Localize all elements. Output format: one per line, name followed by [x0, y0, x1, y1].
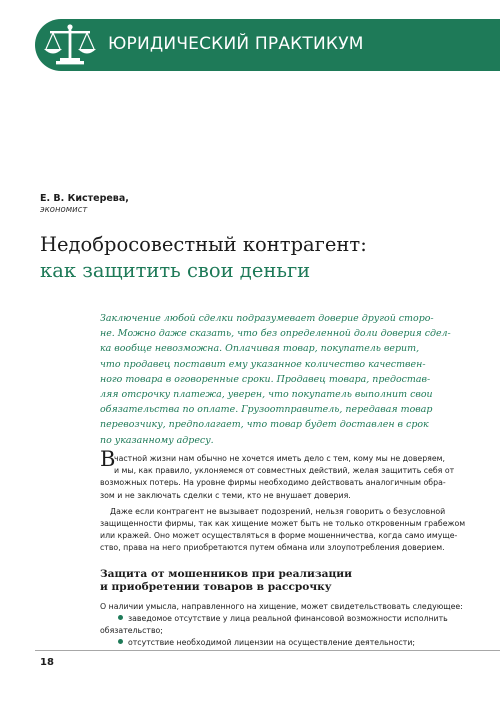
- lead-line: Заключение любой сделки подразумевает доверие другой сторо-: [100, 313, 434, 324]
- lead-line: по указанному адресу.: [100, 434, 214, 446]
- list-item-continuation: обязательство;: [100, 626, 163, 635]
- lead-line: ляя отсрочку платежа, уверен, что покупатель выполнит свои: [100, 389, 433, 401]
- list-intro: О наличии умысла, направленного на хищение, может свидетельствовать следующее:: [100, 602, 463, 611]
- lead-line: ного товара в оговоренные сроки. Продавец товара, предостав-: [100, 373, 431, 385]
- body-line: зом и не заключать сделки с теми, кто не внушает доверия.: [100, 490, 351, 500]
- body-line: частной жизни нам обычно не хочется иметь дело с тем, кому мы не доверяем,: [114, 454, 446, 463]
- page-number: 18: [40, 657, 54, 668]
- list-item-text: заведомое отсутствие у лица реальной финансовой возможности исполнить: [128, 614, 448, 623]
- section-heading-line: и приобретении товаров в рассрочку: [100, 581, 332, 593]
- section-heading: [100, 568, 352, 594]
- body-line: или кражей. Оно может осуществляться в форме мошенничества, когда само имуще-: [100, 531, 458, 541]
- list-item: [100, 637, 462, 649]
- lead-line: не. Можно даже сказать, что без определенной доли доверия сдел-: [100, 328, 451, 340]
- author-name: Е. В. Кистерева,: [40, 193, 129, 204]
- section-title: ЮРИДИЧЕСКИЙ ПРАКТИКУМ: [108, 34, 364, 54]
- body-line: ство, права на него приобретаются путем обмана или злоупотребления доверием.: [100, 543, 445, 553]
- lead-paragraph: [100, 311, 462, 448]
- drop-cap: В: [100, 447, 116, 471]
- list-block: [100, 601, 462, 649]
- body-line: защищенности фирмы, так как хищение может быть не только откровенным грабежом: [100, 518, 466, 528]
- scales-of-justice-icon: [42, 22, 98, 68]
- lead-line: перевозчику, предполагает, что товар будет доставлен в срок: [100, 419, 429, 431]
- body-text: [100, 453, 466, 555]
- list-item: [100, 613, 462, 625]
- list-item-text: отсутствие необходимой лицензии на осуществление деятельности;: [128, 638, 416, 647]
- body-line: возможных потерь. На уровне фирмы необходимо действовать аналогичным обра-: [100, 478, 446, 488]
- body-line: Даже если контрагент не вызывает подозрений, нельзя говорить о безусловной: [110, 506, 446, 516]
- lead-line: обязательства по оплате. Грузоотправитель, передавая товар: [100, 404, 433, 416]
- lead-line: ка вообще невозможна. Оплачивая товар, покупатель верит,: [100, 343, 420, 355]
- bullet-icon: [118, 615, 123, 620]
- article-subtitle: как защитить свои деньги: [40, 259, 311, 282]
- footer-rule: [35, 650, 500, 651]
- author-role: экономист: [40, 205, 88, 215]
- body-line: и мы, как правило, уклоняемся от совместных действий, желая защитить себя от: [114, 466, 455, 476]
- bullet-icon: [118, 639, 123, 644]
- section-heading-line: Защита от мошенников при реализации: [100, 568, 352, 580]
- article-title: Недобросовестный контрагент:: [40, 233, 367, 256]
- lead-line: что продавец поставит ему указанное количество качествен-: [100, 358, 426, 370]
